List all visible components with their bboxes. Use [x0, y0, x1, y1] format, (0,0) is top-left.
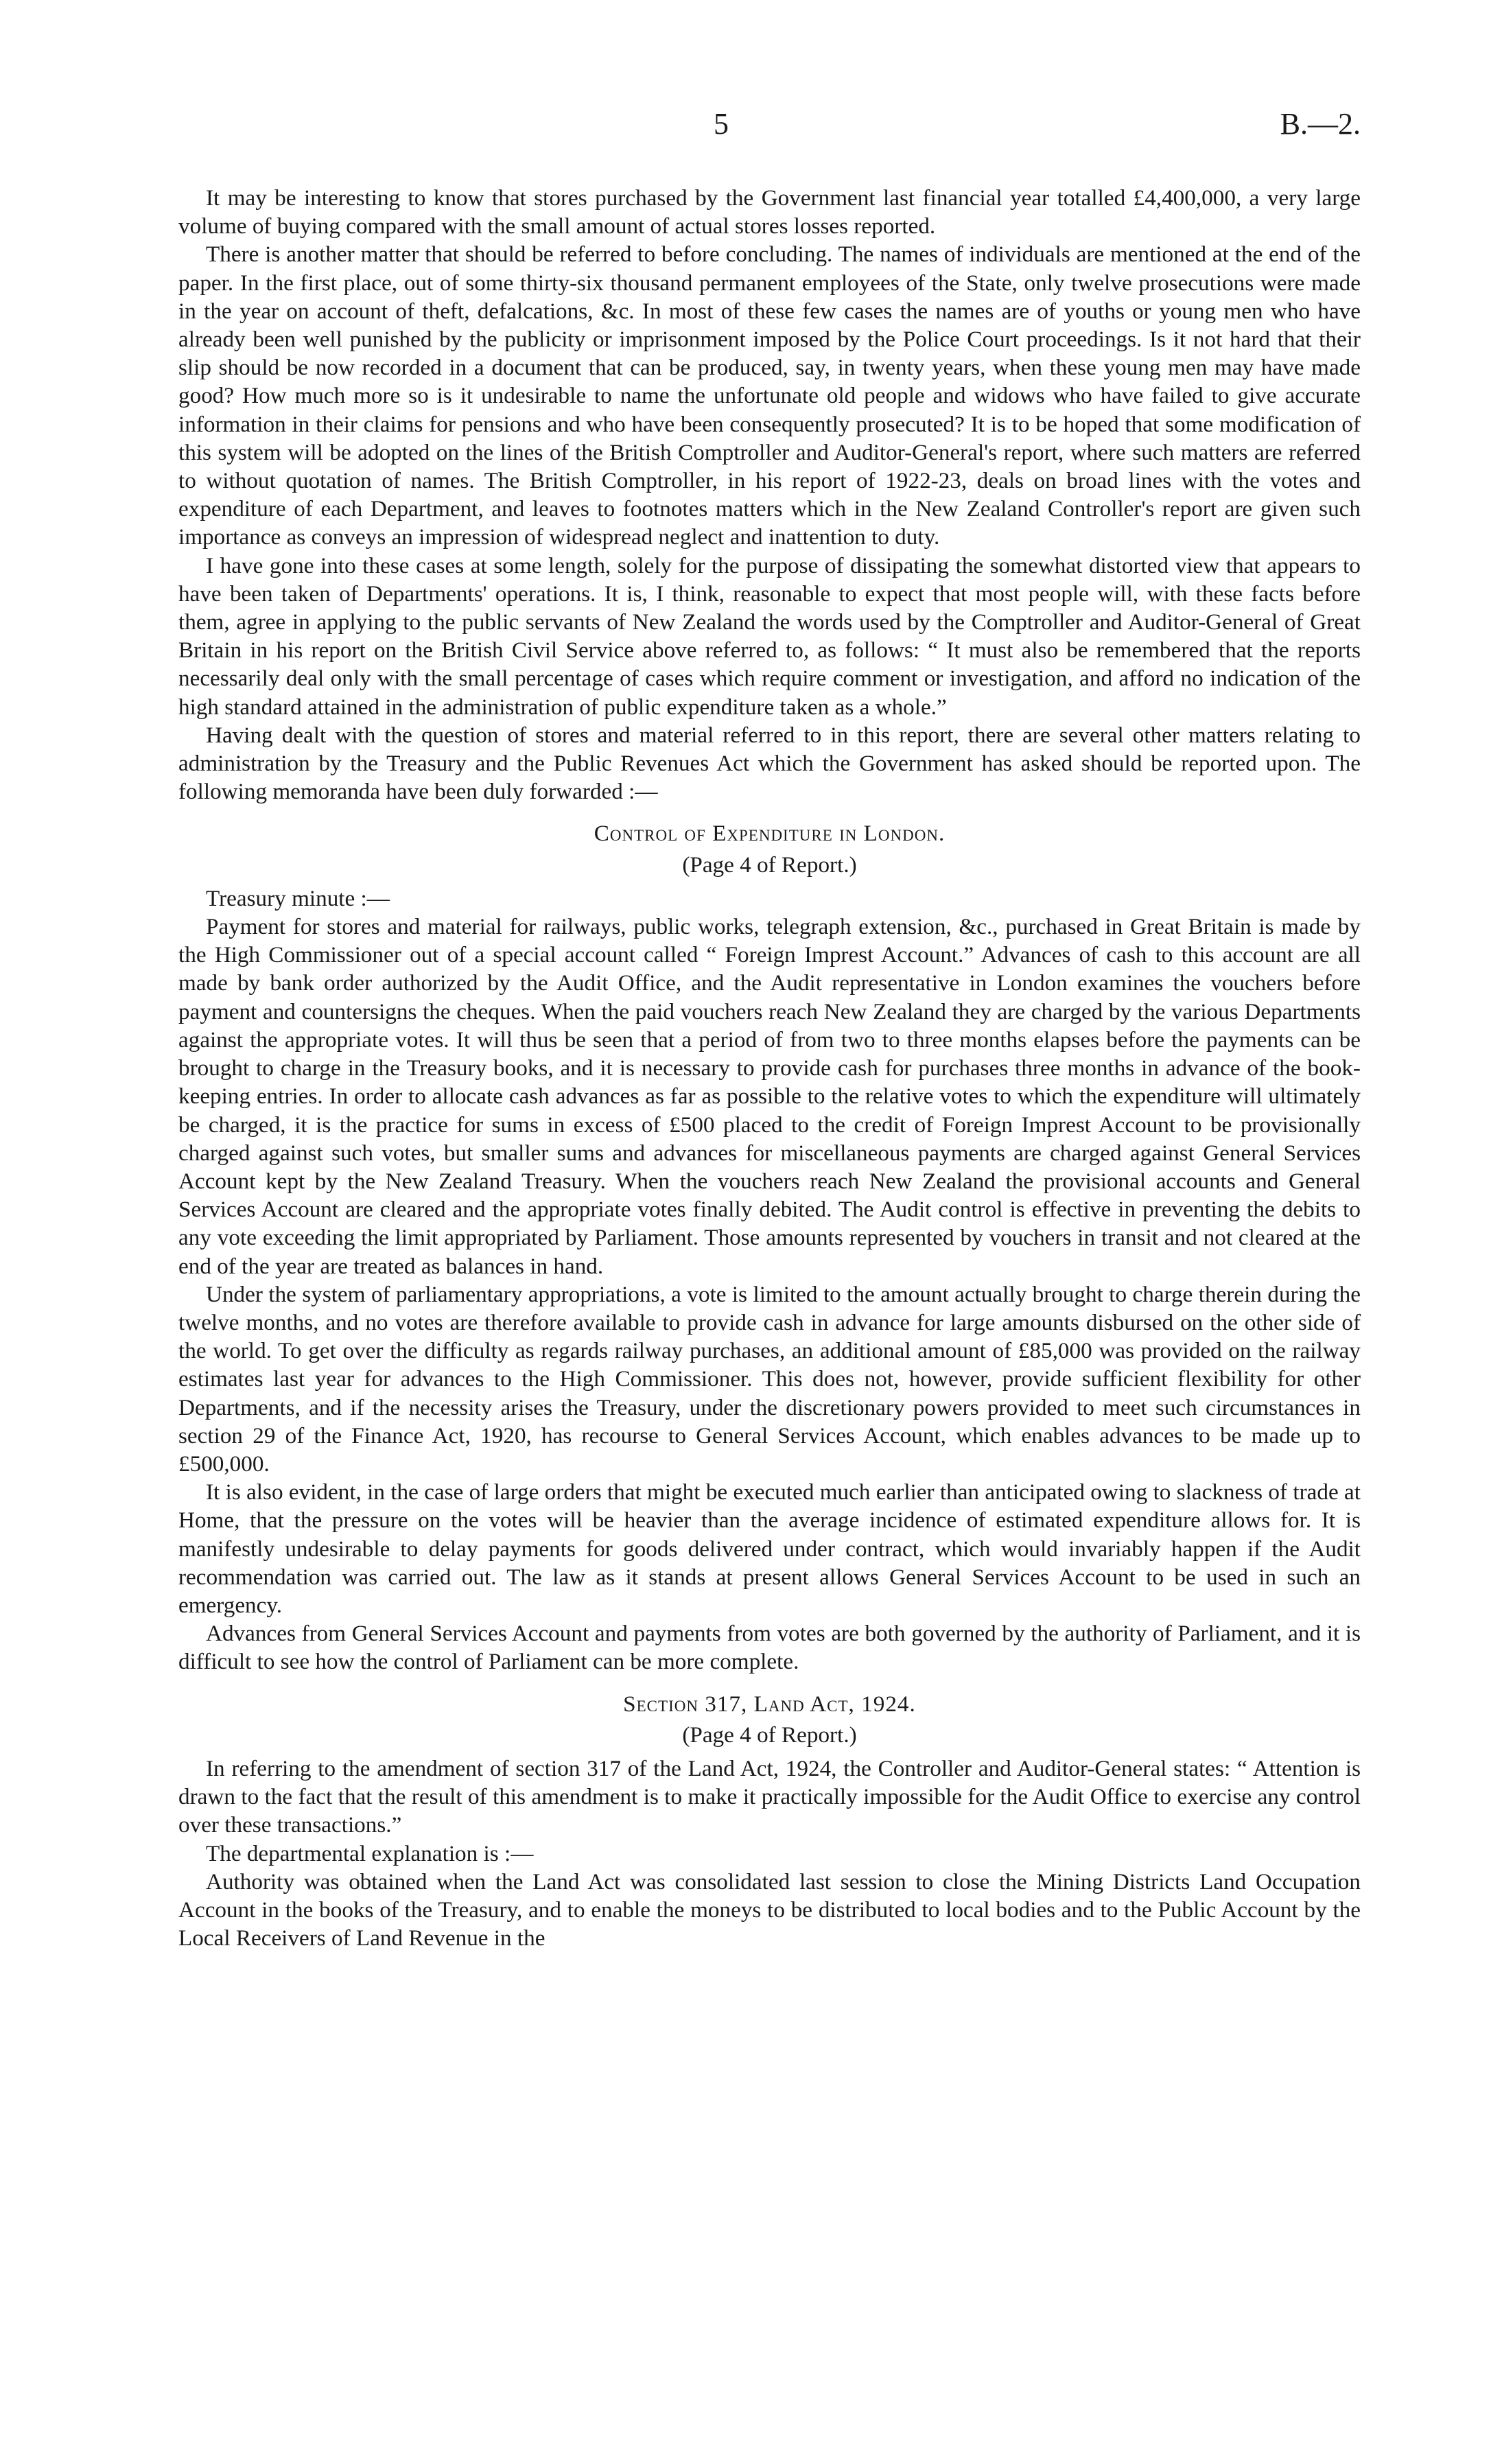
- paragraph-authority-obtained: Authority was obtained when the Land Act was consolidated last session to close the Mining Districts Land Occupation Account in the books of the Treasury, and to enable the moneys to be distributed to local bodies and to the Public Account by the Local Receivers of Land Revenue in the: [178, 1868, 1361, 1951]
- paragraph-dissipating-view: I have gone into these cases at some length, solely for the purpose of dissipating the somewhat distorted view that appears to have been taken of Departments' operations. It is, I think, reasonable to expect that most people will, with these facts before them, agree in applying to the public servants of New Zealand the words used by the Comptroller and Auditor-General of Great Britain in his report on the British Civil Service above referred to, as follows: “ It must also be remembered that the reports necessarily deal only with the small percentage of cases which require comment or investigation, and afford no indication of the high standard attained in the administration of public expenditure taken as a whole.”: [178, 552, 1361, 720]
- paragraph-names-of-individuals: There is another matter that should be referred to before concluding. The names of individuals are mentioned at the end of the paper. In the first place, out of some thirty-six thousand permanent employees of the State, only twelve prosecutions were made in the year on account of theft, defalcations, &c. In most of these few cases the names are of youths or young men who have already been well punished by the publicity or imprisonment imposed by the Police Court proceedings. Is it not hard that their slip should be now recorded in a document that can be produced, say, in twenty years, when these young men may have made good? How much more so is it undesirable to name the unfortunate old people and widows who have failed to give accurate information in their claims for pensions and who have been consequently prosecuted? It is to be hoped that some modification of this system will be adopted on the lines of the British Comptroller and Auditor-General's report, where such matters are referred to without quotation of names. The British Comptroller, in his report of 1922-23, deals on broad lines with the votes and expenditure of each Department, and leaves to footnotes matters which in the New Zealand Controller's report are given such importance as conveys an impression of widespread neglect and inattention to duty.: [178, 242, 1361, 550]
- paragraph-departmental-explanation: The departmental explanation is :—: [206, 1840, 534, 1866]
- document-reference: B.—2.: [1280, 107, 1361, 141]
- paragraph-large-orders: It is also evident, in the case of large orders that might be executed much earlier than anticipated owing to slackness of trade at Home, that the pressure on the votes will be heavier than the average incidence of estimated expenditure allows for. It is manifestly undesirable to delay payments for goods delivered under contract, which would invariably happen if the Audit recommendation was carried out. The law as it stands at present allows General Services Account to be used in such an emergency.: [178, 1479, 1361, 1618]
- paragraph-advances-general-services: Advances from General Services Account and payments from votes are both governed by the authority of Parliament, and it is difficult to see how the control of Parliament can be more complete.: [178, 1621, 1361, 1675]
- paragraph-amendment-section-317: In referring to the amendment of section 317 of the Land Act, 1924, the Controller and Auditor-General states: “ Attention is drawn to the fact that the result of this amendment is to make it practically impossible for the Audit Office to exercise any control over these transactions.”: [178, 1755, 1361, 1838]
- section-heading-control-of-expenditure: Control of Expenditure in London.: [594, 821, 946, 847]
- paragraph-payment-for-stores: Payment for stores and material for railways, public works, telegraph extension, &c., purchased in Great Britain is made by the High Commissioner out of a special account called “ Foreign Imprest Account.” Advances of cash to this account are all made by bank order authorized by the Audit Office, and the Audit representative in London examines the vouchers before payment and countersigns the cheques. When the paid vouchers reach New Zealand they are charged by the various Departments against the appropriate votes. It will thus be seen that a period of from two to three months elapses before the payments can be brought to charge in the Treasury books, and it is necessary to provide cash for purchases three months in advance of the book-keeping entries. In order to allocate cash advances as far as possible to the relative votes to which the expenditure will ultimately be charged, it is the practice for sums in excess of £500 placed to the credit of Foreign Imprest Account to be provisionally charged against such votes, but smaller sums and advances for miscellaneous payments are charged against General Services Account kept by the New Zealand Treasury. When the vouchers reach New Zealand the provisional accounts and General Services Account are cleared and the appropriate votes finally debited. The Audit control is effective in preventing the debits to any vote exceeding the limit appropriated by Parliament. Those amounts represented by vouchers in transit and not cleared at the end of the year are treated as balances in hand.: [178, 914, 1361, 1279]
- paragraph-treasury-minute: Treasury minute :—: [206, 885, 390, 911]
- section-subheading-page-ref: (Page 4 of Report.): [682, 1722, 857, 1748]
- section-heading-land-act: Section 317, Land Act, 1924.: [623, 1691, 916, 1717]
- section-subheading-page-ref: (Page 4 of Report.): [682, 852, 857, 878]
- paragraph-parliamentary-appropriations: Under the system of parliamentary appropriations, a vote is limited to the amount actually brought to charge therein during the twelve months, and no votes are therefore available to provide cash in advance for large amounts disbursed on the other side of the world. To get over the difficulty as regards railway purchases, an additional amount of £85,000 was provided on the railway estimates last year for advances to the High Commissioner. This does not, however, provide sufficient flexibility for other Departments, and if the necessity arises the Treasury, under the discretionary powers provided to meet such circumstances in section 29 of the Finance Act, 1920, has recourse to General Services Account, which enables advances to be made up to £500,000.: [178, 1281, 1361, 1477]
- page-number: 5: [714, 107, 729, 141]
- paragraph-stores-purchased: It may be interesting to know that stores purchased by the Government last financial year totalled £4,400,000, a very large volume of buying compared with the small amount of actual stores losses reported.: [178, 185, 1361, 239]
- paragraph-other-matters: Having dealt with the question of stores and material referred to in this report, there are several other matters relating to administration by the Treasury and the Public Revenues Act which the Government has asked should be reported upon. The following memoranda have been duly forwarded :—: [178, 722, 1361, 805]
